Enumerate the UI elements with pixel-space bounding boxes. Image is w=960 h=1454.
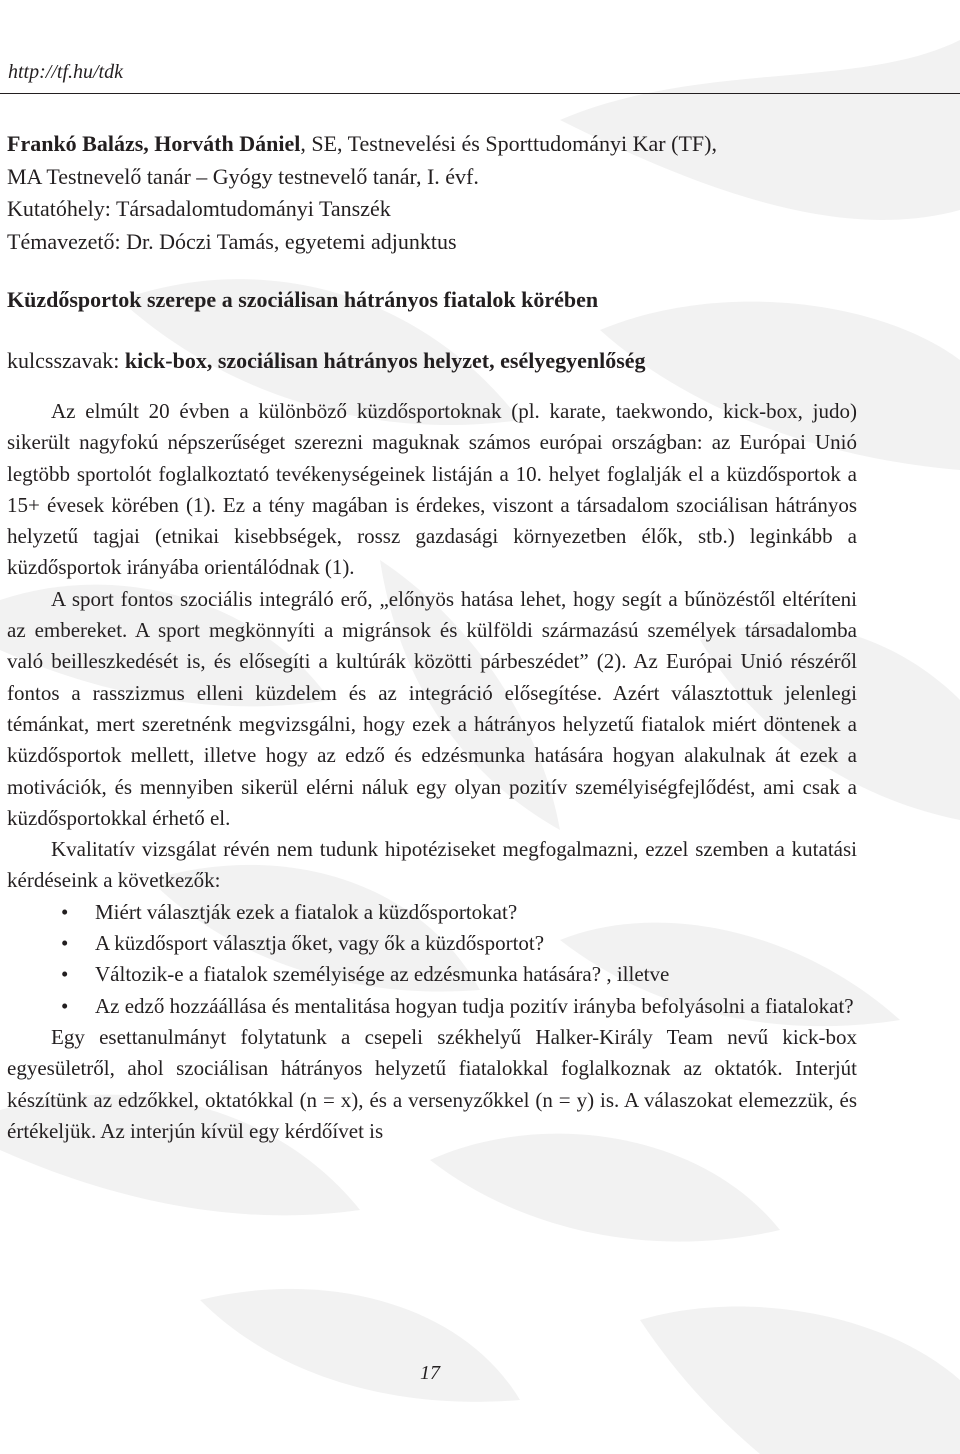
paragraph: Kvalitatív vizsgálat révén nem tudunk hipotéziseket megfogalmazni, ezzel szemben a kutatási kérdéseink a következők: [7,837,857,893]
header-url: http://tf.hu/tdk [8,61,123,83]
list-item [61,897,857,928]
page-number: 17 [420,1362,440,1384]
list-item [61,991,857,1022]
author-affiliation: , SE, Testnevelési és Sporttudományi Kar (TF), [300,131,717,156]
paragraph: Egy esettanulmányt folytatunk a csepeli székhelyű Halker-Király Team nevű kick-box egyesületről, ahol szociálisan hátrányos helyzetű fiatalokkal foglalkoznak az oktatók. Interjút készítünk az edzőkkel, oktatókkal (n = x), és a versenyzőkkel (n = y) is. A válaszokat elemezzük, és értékeljük. Az interjún kívül egy kérdőívet is [7,1024,857,1143]
keywords-line [7,345,857,377]
bullet-icon: • [61,899,69,924]
list-item [61,959,857,990]
author-names: Frankó Balázs, Horváth Dániel [7,131,301,156]
supervisor-line: Témavezető: Dr. Dóczi Tamás, egyetemi adjunktus [7,228,457,254]
list-item-text: Az edző hozzáállása és mentalitása hogyan tudja pozitív irányba befolyásolni a fiatalokat? [95,993,854,1018]
bullet-icon: • [61,962,69,987]
paragraph: Az elmúlt 20 évben a különböző küzdősportoknak (pl. karate, taekwondo, kick-box, judo) sikerült nagyfokú népszerűséget szerezni maguknak számos európai országban: az Európai Unió legtöbb sportolót foglalkoztató tevékenységeinek listáján a 10. helyet foglalják el a küzdősportok a 15+ évesek körében (1). Ez a tény magában is érdekes, viszont a társadalom szociálisan hátrányos helyzetű tagjai (etnikai kisebbségek, rossz gazdasági környezetben élők, stb.) leginkább a küzdősportok irányába orientálódnak (1). [7,399,857,580]
author-block [7,128,857,258]
header-rule [0,93,960,94]
article [7,128,857,1147]
research-questions-list [7,897,857,1022]
list-item-text: A küzdősport választja őket, vagy ők a küzdősportot? [95,931,545,956]
bullet-icon: • [61,931,69,956]
paragraph: A sport fontos szociális integráló erő, „előnyös hatása lehet, hogy segít a bűnözéstől eltéríteni az embereket. A sport megkönnyíti a migránsok és külföldi származású személyek társadalomba való beilleszkedését is, és elősegíti a kultúrák közötti párbeszédet” (2). Az Európai Unió részéről fontos a rasszizmus elleni küzdelem és az integráció elősegítése. Azért választottuk jelenlegi témánkat, mert szeretnénk megvizsgálni, hogy ezek a hátrányos helyzetű fiatalok miért döntenek a küzdősportok mellett, illetve hogy az edző és edzésmunka hatására hogyan alakulnak át ezek a motivációk, és mennyiben sikerül elérni náluk egy olyan pozitív személyiségfejlődést, ami csak a küzdősportokkal érhető el. [7,586,857,830]
article-body [7,396,857,1147]
list-item-text: Miért választják ezek a fiatalok a küzdősportokat? [95,899,518,924]
program-line: MA Testnevelő tanár – Gyógy testnevelő tanár, I. évf. [7,163,479,189]
article-title: Küzdősportok szerepe a szociálisan hátrányos fiatalok körében [7,287,599,312]
bullet-icon: • [61,993,69,1018]
institute-line: Kutatóhely: Társadalomtudományi Tanszék [7,196,391,221]
list-item [61,928,857,959]
list-item-text: Változik-e a fiatalok személyisége az edzésmunka hatására? , illetve [95,962,670,987]
keywords-label: kulcsszavak: [7,348,125,373]
author-line [7,128,857,161]
keywords-value: kick-box, szociálisan hátrányos helyzet, esélyegyenlőség [124,348,646,373]
